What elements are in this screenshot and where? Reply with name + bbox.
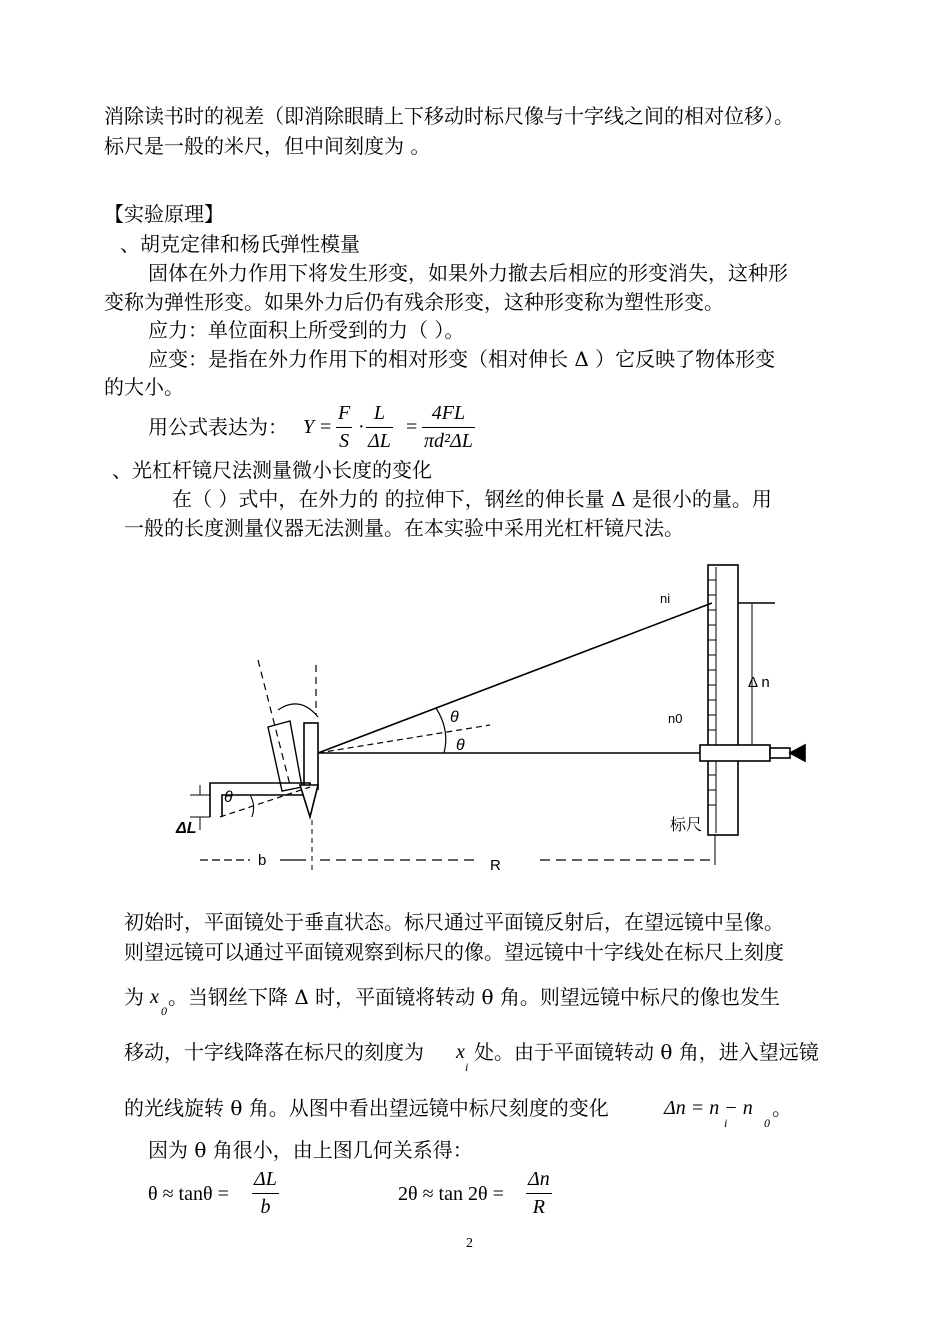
equation-fraction — [526, 1168, 552, 1219]
strain-definition: 应变：是指在外力作用下的相对形变（相对伸长 Δ ）它反映了物体形变 — [148, 347, 776, 371]
text-line: 因为 θ 角很小，由上图几何关系得： — [148, 1138, 473, 1162]
text-line: 一般的长度测量仪器无法测量。在本实验中采用光杠杆镜尺法。 — [124, 516, 684, 540]
label-b: b — [258, 852, 267, 869]
label-theta-top: θ — [450, 709, 459, 726]
delta-n-formula: Δn = n − n — [664, 1097, 753, 1119]
formula-fraction — [366, 402, 393, 453]
label-delta-L: ΔL — [176, 820, 197, 837]
fraction-numerator: F — [338, 402, 351, 424]
fraction-numerator: ΔL — [254, 1168, 277, 1190]
fraction-bar — [252, 1193, 279, 1194]
text-line: 则望远镜可以通过平面镜观察到标尺的像。望远镜中十字线处在标尺上刻度 — [124, 940, 784, 964]
equation-left: 2θ ≈ tan 2θ = — [398, 1183, 504, 1205]
text-line: 在（ ）式中，在外力的 的拉伸下，钢丝的伸长量 Δ 是很小的量。用 — [172, 487, 772, 511]
fraction-denominator: b — [260, 1196, 271, 1218]
text-line: 消除读书时的视差（即消除眼睛上下移动时标尺像与十字线之间的相对位移）。 — [104, 104, 794, 128]
variable-xi: x — [456, 1041, 465, 1063]
subscript: i — [724, 1116, 728, 1130]
label-ni: ni — [660, 591, 671, 606]
text-line: 。 — [772, 1096, 792, 1120]
fraction-denominator: πd²ΔL — [424, 430, 473, 452]
label-R: R — [490, 857, 501, 874]
fraction-bar — [366, 427, 393, 428]
variable-x0: x — [150, 986, 159, 1008]
formula-label: 用公式表达为： — [148, 415, 288, 439]
text-line: 移动，十字线降落在标尺的刻度为 — [124, 1040, 424, 1064]
formula-symbol: = — [406, 416, 418, 438]
fraction-bar — [422, 427, 475, 428]
fraction-denominator: S — [339, 430, 350, 452]
plane-mirror — [304, 723, 318, 789]
text-line: 初始时，平面镜处于垂直状态。标尺通过平面镜反射后，在望远镜中呈像。 — [124, 910, 784, 934]
text-line: 处。由于平面镜转动 θ 角，进入望远镜 — [474, 1040, 819, 1064]
subscript: 0 — [161, 1004, 167, 1018]
label-n0: n0 — [668, 711, 683, 726]
subsection-title: 、胡克定律和杨氏弹性模量 — [120, 232, 360, 256]
formula-symbol: = — [320, 416, 332, 438]
fraction-numerator: Δn — [528, 1168, 550, 1190]
subscript: 0 — [764, 1116, 770, 1130]
fraction-numerator: L — [373, 402, 385, 424]
text-line: 。当钢丝下降 Δ 时，平面镜将转动 θ 角。则望远镜中标尺的像也发生 — [168, 985, 780, 1009]
label-delta-n: Δ n — [748, 674, 770, 691]
optical-lever-diagram — [160, 555, 820, 885]
equation-left: θ ≈ tanθ = — [148, 1183, 229, 1205]
fraction-bar — [526, 1193, 552, 1194]
equation-fraction — [252, 1168, 279, 1219]
text-line: 为 — [124, 985, 144, 1009]
fraction-denominator: ΔL — [368, 430, 391, 452]
label-scale: 标尺 — [670, 815, 703, 834]
formula-symbol: Y — [303, 416, 315, 438]
fraction-denominator: R — [532, 1196, 545, 1218]
fraction-bar — [336, 427, 352, 428]
text-line: 固体在外力作用下将发生形变，如果外力撤去后相应的形变消失，这种形 — [148, 261, 788, 285]
text-line: 标尺是一般的米尺，但中间刻度为 。 — [104, 134, 431, 158]
section-heading: 【实验原理】 — [104, 202, 224, 226]
text-line: 的光线旋转 θ 角。从图中看出望远镜中标尺刻度的变化 — [124, 1096, 609, 1120]
reflected-ray — [318, 603, 712, 753]
page-number: 2 — [466, 1236, 473, 1251]
text-line: 的大小。 — [104, 375, 184, 399]
stress-definition: 应力：单位面积上所受到的力（ ）。 — [148, 318, 465, 342]
formula-fraction — [336, 402, 352, 453]
formula-fraction — [422, 402, 475, 453]
formula-symbol: · — [358, 416, 365, 438]
subscript: i — [465, 1060, 469, 1074]
label-theta-bottom: θ — [456, 737, 465, 754]
telescope — [700, 745, 770, 761]
fraction-numerator: 4FL — [431, 402, 466, 424]
subsection-title: 、光杠杆镜尺法测量微小长度的变化 — [112, 458, 432, 482]
label-theta-left: θ — [224, 789, 233, 806]
text-line: 变称为弹性形变。如果外力后仍有残余形变，这种形变称为塑性形变。 — [104, 290, 724, 314]
